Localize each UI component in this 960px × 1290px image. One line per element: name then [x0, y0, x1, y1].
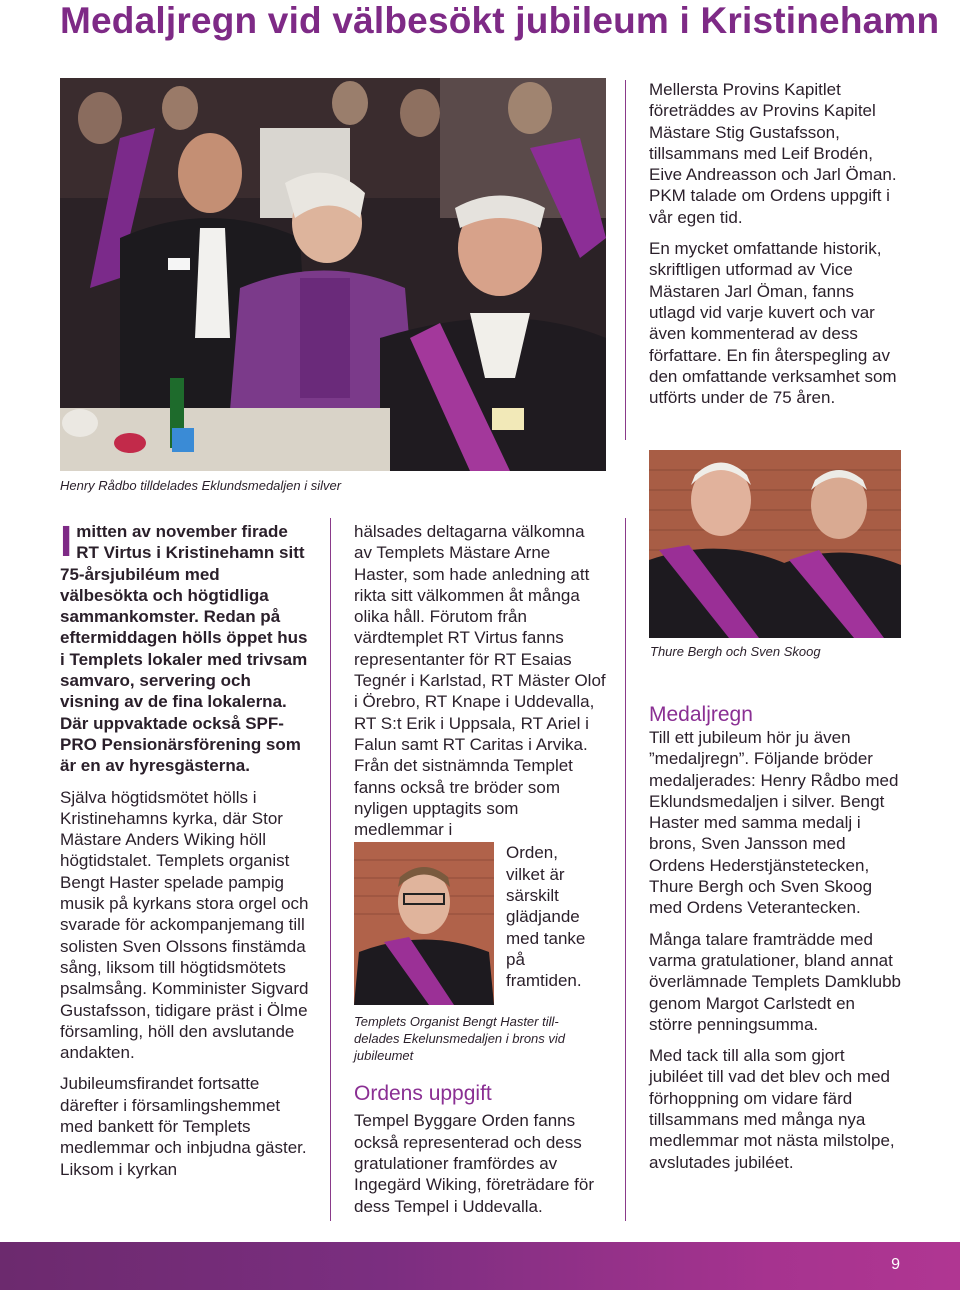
inset-caption: Templets Organist Bengt Haster till- delades Ekelunsmedaljen i brons vid jubileumet	[354, 1014, 566, 1064]
intro-text: mitten av november firade RT Virtus i Kristinehamn sitt 75-årsjubiléum med välbesökta och högtidliga sammankomster. Redan på eftermiddagen hölls öppet hus i Templets lokaler med trivsam samvaro, servering och visning av de fina lokalerna. Där uppvaktade också SPF-PRO Pensionärsförening som är en av hyresgästerna.	[60, 522, 308, 776]
column-divider-top	[625, 80, 626, 440]
thure-sven-photo	[649, 450, 901, 638]
medaljregn-heading: Medaljregn	[649, 703, 753, 726]
welcome-paragraph-continued: Orden, vilket är särskilt glädjande med tanke på framtiden.	[506, 843, 586, 991]
ordens-uppgift-heading: Ordens uppgift	[354, 1082, 492, 1106]
closing-paragraph: Med tack till alla som gjort jubiléet till vad det blev och med förhoppning om vidare färd tillsammans med många nya medlemmar mot nästa milstolpe, avslutades jubiléet.	[649, 1046, 895, 1172]
intro-paragraph	[60, 517, 310, 777]
medals-paragraph: Till ett jubileum hör ju även ”medaljregn”. Följande bröder medaljerades: Henry Rådbo med Eklundsmedaljen i silver. Bengt Haster med samma medalj i brons, Sven Jansson med Ordens Hederstjänstetecken, Thure Bergh och Sven Skoog med Ordens Veterantecken.	[649, 728, 899, 918]
footer-bar	[0, 1242, 960, 1290]
column-divider-1	[330, 518, 331, 1221]
history-paragraph: En mycket omfattande historik, skriftligen utformad av Vice Mästaren Jarl Öman, fanns utlagd vid varje kuvert och var även kommenterad av dess författare. En fin återspegling av den omfattande verksamhet som utförts under de 75 åren.	[649, 239, 897, 408]
drop-cap: I	[60, 517, 73, 566]
ordens-uppgift-paragraph: Tempel Byggare Orden fanns också representerad och dess gratulationer framfördes av Ingegärd Wiking, företrädare för dess Tempel i Uddevalla.	[354, 1111, 595, 1216]
pkm-paragraph: Mellersta Provins Kapitlet företräddes av Provins Kapitel Mästare Stig Gustafsson, tillsammans med Leif Brodén, Eive Andreasson och Jarl Öman. PKM talade om Ordens uppgift i vår egen tid.	[649, 80, 897, 227]
column-2	[354, 521, 606, 1217]
column-1	[60, 517, 310, 1180]
top-right-column	[649, 79, 904, 408]
inset-wrap	[354, 842, 600, 1011]
speakers-paragraph: Många talare framträdde med varma gratulationer, bland annat överlämnade Templets Damklubb genom Margot Carlstedt en större penningsumma.	[649, 929, 901, 1034]
welcome-paragraph: hälsades deltagarna välkomna av Templets Mästare Arne Haster, som hade anledning att rikta sitt välkommen åt många olika håll. Förutom från värdtemplet RT Virtus fanns representanter för RT Esaias Tegnér i Karlstad, RT Mäster Olof i Örebro, RT Knape i Uddevalla, RT S:t Erik i Uppsala, RT Ariel i Falun samt RT Caritas i Arvika. Från det sistnämnda Templet fanns också tre bröder som nyligen upptagits som medlemmar i	[354, 522, 606, 840]
column-3	[649, 703, 901, 1173]
banquet-photo	[60, 78, 606, 471]
page-number: 9	[891, 1256, 900, 1273]
column-divider-2	[625, 518, 626, 1221]
main-photo-caption: Henry Rådbo tilldelades Eklundsmedaljen i silver	[60, 478, 342, 493]
article-headline: Medaljregn vid välbesökt jubileum i Kristinehamn	[60, 0, 940, 41]
banquet-paragraph: Jubileumsfirandet fortsatte därefter i församlingshemmet med bankett för Templets medlemmar och inbjudna gäster. Liksom i kyrkan	[60, 1074, 307, 1179]
right-photo-caption: Thure Bergh och Sven Skoog	[650, 644, 821, 659]
ceremony-paragraph: Själva högtidsmötet hölls i Kristinehamns kyrka, där Stor Mästare Anders Wiking höll högtidstalet. Templets organist Bengt Haster spelade pampig musik på kyrkans stora orgel och svarade för ackompanjemang till solisten Sven Olssons finstämda sång, liksom till högtidsmötets psalmsång. Komminister Sigvard Gustafsson, tidigare präst i Ölme församling, höll den avslutande andakten.	[60, 787, 309, 1063]
organist-photo	[354, 842, 494, 1005]
